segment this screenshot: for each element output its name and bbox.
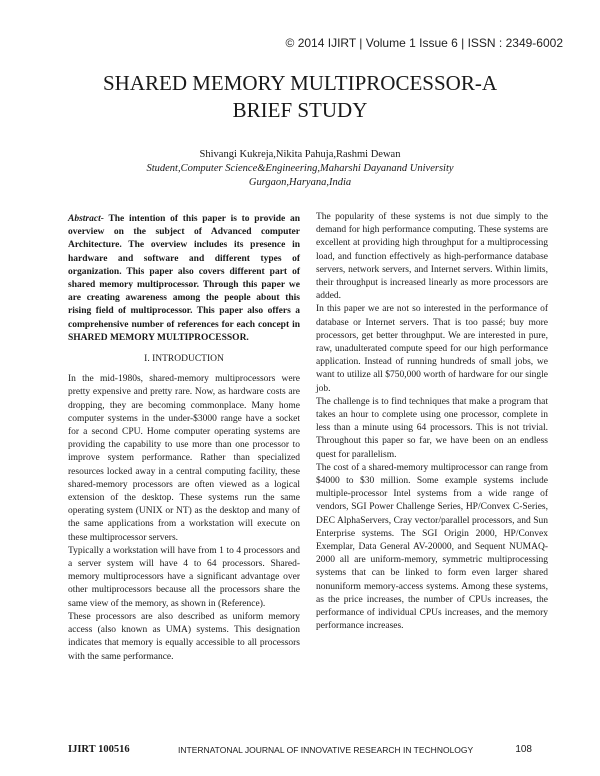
page-footer (68, 744, 532, 758)
paper-id: IJIRT 100516 (68, 744, 130, 755)
authors: Shivangi Kukreja,Nikita Pahuja,Rashmi Dewan (199, 149, 401, 160)
section-heading-introduction: I. INTRODUCTION (144, 354, 224, 365)
title-line-1: SHARED MEMORY MULTIPROCESSOR-A (102, 71, 498, 95)
paragraph: The popularity of these systems is not due simply to the demand for high performance computing. These systems are excellent at providing high throughput for a multiprocessing load, and function effectively as high-performance database servers, network servers, and Internet servers. Within limits, their throughput is increased linearly as more processors are added. (316, 212, 548, 302)
right-column (316, 211, 548, 634)
affiliation-line-1: Student,Computer Science&Engineering,Maharshi Dayanand University (146, 163, 454, 174)
paragraph: The challenge is to find techniques that make a program that takes an hour to complete using one processor, complete in less than a minute using 64 processors. This is not trivial. Throughout this paper so far, we have been on an endless quest for parallelism. (316, 396, 548, 460)
abstract-text: The intention of this paper is to provide an overview on the subject of Advanced computer Architecture. The overview includes its presence in hardware and software and different types of organization. This paper also covers different part of shared memory multiprocessor. Through this paper we are creating awareness among the people about this rising field of multiprocessor. This paper also offers a comprehensive number of references for each concept in SHARED MEMORY MULTIPROCESSOR. (68, 214, 300, 343)
title-line-2: BRIEF STUDY (232, 98, 368, 122)
paragraph: In the mid-1980s, shared-memory multiprocessors were pretty expensive and pretty rare. Now, as hardware costs are dropping, they are becoming commonplace. Many home computer systems in the under-$3000 range have a socket for a second CPU. Home computer operating systems are providing the capability to use more than one processor to improve system performance. Rather than specialized resources locked away in a central computing facility, these shared-memory processors are often viewed as a logical extension of the desktop. These systems run the same operating system (UNIX or NT) as the desktop and many of the same applications from a workstation will execute on these multiprocessor servers. (68, 374, 300, 543)
abstract-lead: Abstract- (68, 214, 104, 224)
abstract (68, 213, 300, 345)
journal-header: © 2014 IJIRT | Volume 1 Issue 6 | ISSN : 2349-6002 (285, 36, 563, 50)
paragraph: The cost of a shared-memory multiprocessor can range from $4000 to $30 million. Some example systems include multiple-processor Intel systems from a wide range of vendors, SGI Power Challenge Series, HP/Convex C-Series, DEC AlphaServers, Cray vector/parallel processors, and Sun Enterprise systems. The SGI Origin 2000, HP/Convex Exemplar, Data General AV-20000, and Sequent NUMAQ-2000 all are uniform-memory, symmetric multiprocessing systems that can be linked to form even larger shared nonuniform memory-access systems. Among these systems, as the price increases, the number of CPUs increases, the performance of individual CPUs increases, and the memory performance increases. (316, 462, 548, 632)
affiliation-line-2: Gurgaon,Haryana,India (248, 177, 352, 188)
left-column (68, 213, 300, 664)
paper-title (80, 70, 520, 124)
page-number: 108 (515, 744, 532, 755)
paragraph: Typically a workstation will have from 1 to 4 processors and a server system will have 4 to 64 processors. Shared-memory multiprocessors have a significant advantage over other multiprocessors because all the processors share the same view of the memory, as shown in (Reference). (68, 545, 300, 609)
paragraph: These processors are also described as uniform memory access (also known as UMA) systems. This designation indicates that memory is equally accessible to all processors with the same performance. (68, 611, 300, 662)
footer-journal-name: INTERNATONAL JOURNAL OF INNOVATIVE RESEARCH IN TECHNOLOGY (178, 745, 474, 755)
paragraph: In this paper we are not so interested in the performance of database or Internet servers. That is too passé; buy more processors, get better throughput. We are interested in pure, raw, unadulterated compute speed for our high performance application. Instead of running hundreds of small jobs, we want to utilize all $750,000 worth of hardware for our single job. (316, 304, 548, 394)
